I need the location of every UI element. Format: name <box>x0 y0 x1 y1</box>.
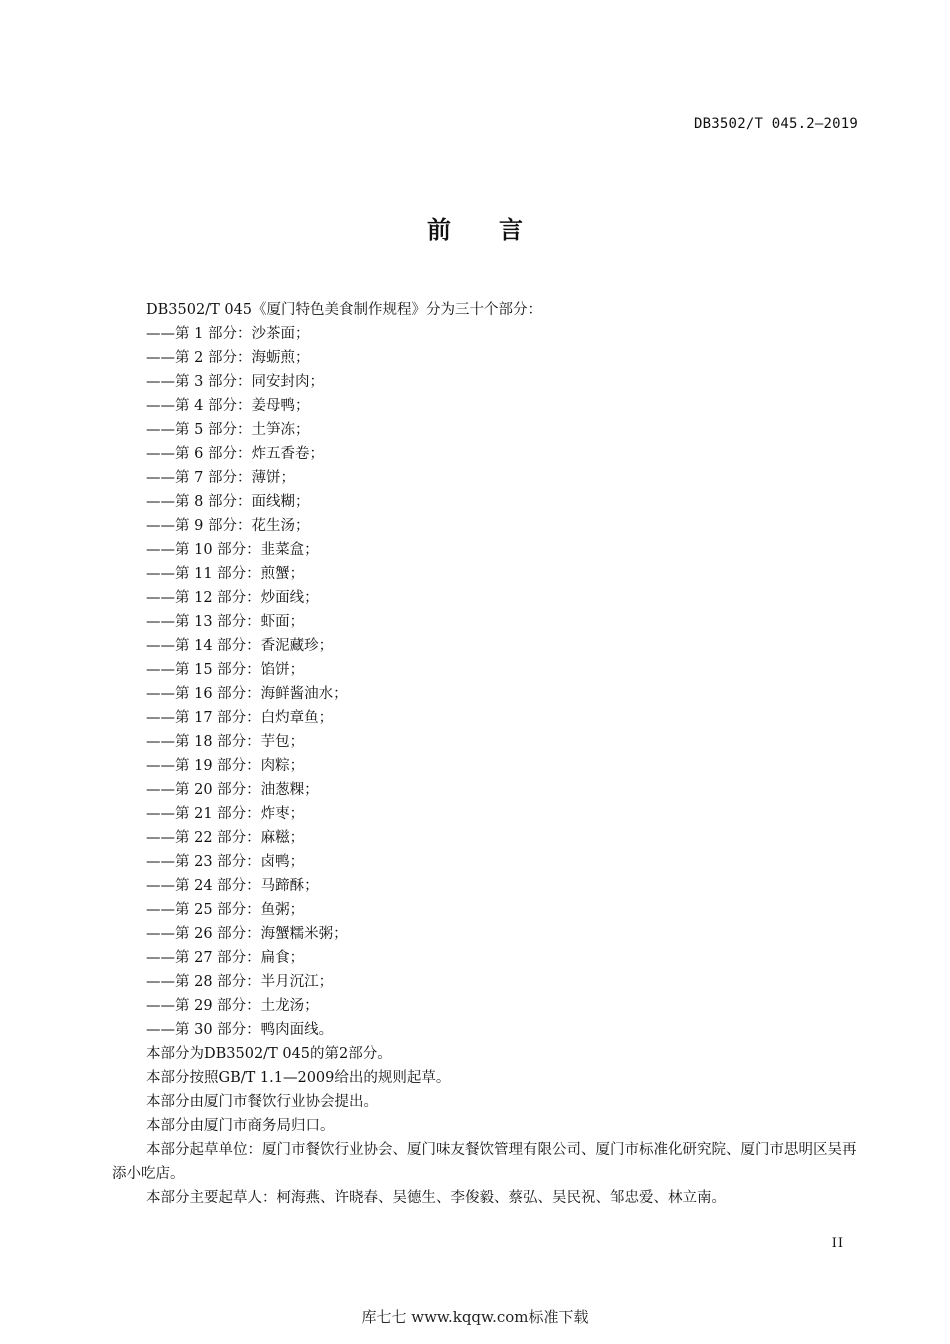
drafting-organizations: 本部分起草单位：厦门市餐饮行业协会、厦门味友餐饮管理有限公司、厦门市标准化研究院、厦门市思明区吴再添小吃店。 <box>112 1142 857 1182</box>
parts-list <box>112 322 860 1042</box>
part-item: ——第 12 部分：炒面线； <box>146 590 319 606</box>
part-statement: 本部分为DB3502/T 045的第2部分。 <box>146 1046 392 1062</box>
part-item: ——第 11 部分：煎蟹； <box>146 566 305 582</box>
part-item: ——第 3 部分：同安封肉； <box>146 374 324 390</box>
part-item: ——第 20 部分：油葱粿； <box>146 782 319 798</box>
preface-body <box>112 298 860 1210</box>
part-item: ——第 26 部分：海蟹糯米粥； <box>146 926 348 942</box>
footer-watermark: 库七七 www.kqqw.com标准下载 <box>361 1308 589 1326</box>
part-item: ——第 17 部分：白灼章鱼； <box>146 710 334 726</box>
part-item: ——第 29 部分：土龙汤； <box>146 998 319 1014</box>
part-item: ——第 23 部分：卤鸭； <box>146 854 305 870</box>
part-item: ——第 10 部分：韭菜盒； <box>146 542 319 558</box>
part-item: ——第 14 部分：香泥藏珍； <box>146 638 334 654</box>
part-item: ——第 9 部分：花生汤； <box>146 518 310 534</box>
intro-paragraph: DB3502/T 045《厦门特色美食制作规程》分为三十个部分： <box>146 302 543 318</box>
part-item: ——第 7 部分：薄饼； <box>146 470 295 486</box>
centralized-unit-statement: 本部分由厦门市商务局归口。 <box>146 1118 335 1134</box>
part-item: ——第 24 部分：马蹄酥； <box>146 878 319 894</box>
closing-paragraphs <box>112 1042 860 1210</box>
part-item: ——第 6 部分：炸五香卷； <box>146 446 324 462</box>
part-item: ——第 21 部分：炸枣； <box>146 806 305 822</box>
part-item: ——第 13 部分：虾面； <box>146 614 305 630</box>
part-item: ——第 15 部分：馅饼； <box>146 662 305 678</box>
proposer-statement: 本部分由厦门市餐饮行业协会提出。 <box>146 1094 378 1110</box>
page-title: 前言 <box>427 216 571 244</box>
part-item: ——第 5 部分：土笋冻； <box>146 422 310 438</box>
part-item: ——第 2 部分：海蛎煎； <box>146 350 310 366</box>
part-item: ——第 8 部分：面线糊； <box>146 494 310 510</box>
part-item: ——第 28 部分：半月沉江； <box>146 974 334 990</box>
document-code: DB3502/T 045.2—2019 <box>694 116 858 132</box>
part-item: ——第 22 部分：麻糍； <box>146 830 305 846</box>
drafters-list: 本部分主要起草人：柯海燕、许晓春、吴德生、李俊毅、蔡弘、吴民祝、邹忠爱、林立南。 <box>146 1190 726 1206</box>
part-item: ——第 16 部分：海鲜酱油水； <box>146 686 348 702</box>
part-item: ——第 1 部分：沙茶面； <box>146 326 310 342</box>
drafting-rules-statement: 本部分按照GB/T 1.1—2009给出的规则起草。 <box>146 1070 451 1086</box>
page-number: II <box>831 1236 844 1251</box>
part-item: ——第 27 部分：扁食； <box>146 950 305 966</box>
part-item: ——第 30 部分：鸭肉面线。 <box>146 1022 334 1038</box>
part-item: ——第 25 部分：鱼粥； <box>146 902 305 918</box>
part-item: ——第 19 部分：肉粽； <box>146 758 305 774</box>
part-item: ——第 4 部分：姜母鸭； <box>146 398 310 414</box>
part-item: ——第 18 部分：芋包； <box>146 734 305 750</box>
